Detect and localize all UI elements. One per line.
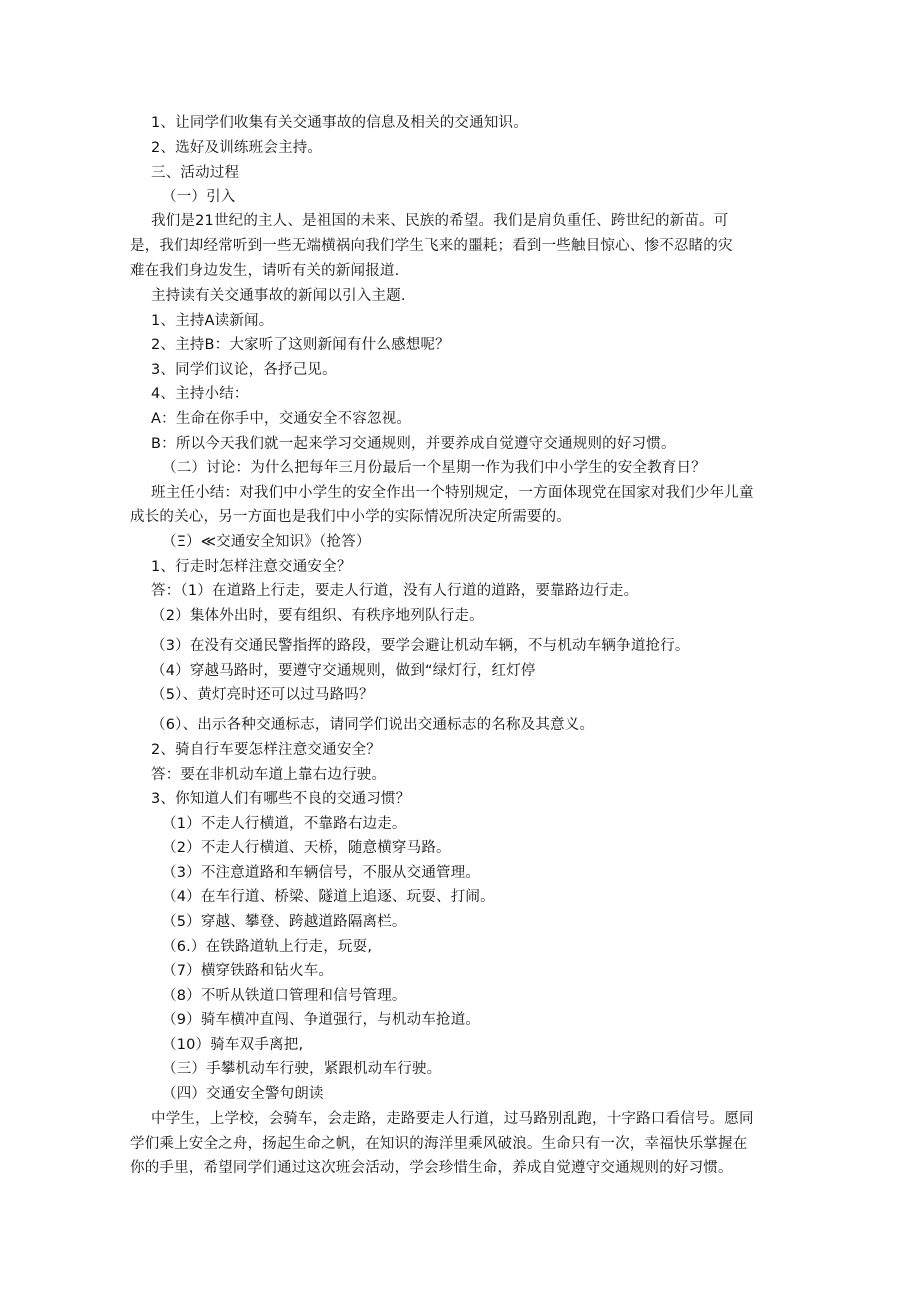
slogan-paragraph-line: 学们乘上安全之舟，扬起生命之帆，在知识的海洋里乘风破浪。生命只有一次，幸福快乐掌握在	[130, 1136, 748, 1152]
bad-habit-item: （5）穿越、攀登、跨越道路隔离栏。	[162, 914, 407, 930]
quiz-answer: 答：（1）在道路上行走，要走人行道，没有人行道的道路，要靠路边行走。	[151, 583, 639, 599]
list-item: 4、主持小结：	[151, 386, 249, 402]
host-read-news: 主持读有关交通事故的新闻以引入主题.	[151, 288, 406, 304]
slogan-paragraph-line: 中学生，上学校，会骑车，会走路，走路要走人行道，过马路别乱跑，十字路口看信号。愿同	[151, 1111, 754, 1127]
bad-habit-item: （2）不走人行横道、天桥，随意横穿马路。	[162, 840, 451, 856]
summary-a: A：生命在你手中，交通安全不容忽视。	[151, 411, 412, 427]
list-item: 3、同学们议论，各抒己见。	[151, 362, 337, 378]
list-item: 1、主持A读新闻。	[151, 313, 274, 329]
subsection-heading-quiz: （Ξ）≪交通安全知识》（抢答）	[162, 534, 371, 550]
quiz-answer: （4）穿越马路时，要遵守交通规则，做到“绿灯行，红灯停	[151, 663, 536, 679]
intro-paragraph-line: 难在我们身边发生，请听有关的新闻报道.	[130, 263, 400, 279]
bad-habit-item: （9）骑车横冲直闯、争道强行，与机动车抢道。	[162, 1012, 481, 1028]
section-heading-process: 三、活动过程	[151, 165, 240, 181]
list-item: 2、主持B：大家听了这则新闻有什么感想呢？	[151, 337, 450, 353]
teacher-summary-line: 班主任小结：对我们中小学生的安全作出一个特别规定，一方面体现党在国家对我们少年儿童	[151, 485, 754, 501]
prep-item-1: 1、让同学们收集有关交通事故的信息及相关的交通知识。	[151, 115, 528, 131]
intro-paragraph-line: 我们是21世纪的主人、是祖国的未来、民族的希望。我们是肩负重任、跨世纪的新苗。可	[151, 213, 729, 229]
bad-habit-item: （4）在车行道、桥梁、隧道上追逐、玩耍、打闹。	[162, 889, 495, 905]
bad-habit-item: （8）不听从铁道口管理和信号管理。	[162, 988, 407, 1004]
quiz-answer: （2）集体外出时，要有组织、有秩序地列队行走。	[151, 608, 484, 624]
quiz-question: 2、骑自行车要怎样注意交通安全？	[151, 742, 381, 758]
quiz-answer: 答：要在非机动车道上靠右边行驶。	[151, 767, 387, 783]
intro-paragraph-line: 是，我们却经常听到一些无端横祸向我们学生飞来的噩耗；看到一些触目惊心、惨不忍睹的灾	[130, 238, 733, 254]
bad-habit-item: （10）骑车双手离把,	[162, 1037, 304, 1053]
quiz-question: 3、你知道人们有哪些不良的交通习惯？	[151, 791, 411, 807]
summary-b: B：所以今天我们就一起来学习交通规则，并要养成自觉遵守交通规则的好习惯。	[151, 436, 676, 452]
bad-habit-item: （3）不注意道路和车辆信号，不服从交通管理。	[162, 865, 481, 881]
bad-habit-item: （三）手攀机动车行驶，紧跟机动车行驶。	[162, 1061, 442, 1077]
slogan-paragraph-line: 你的手里，希望同学们通过这次班会活动，学会珍惜生命，养成自觉遵守交通规则的好习惯。	[130, 1160, 733, 1176]
bad-habit-item: （1）不走人行横道，不靠路右边走。	[162, 816, 407, 832]
bad-habit-item: （6.）在铁路道轨上行走，玩耍,	[162, 939, 373, 955]
subsection-heading-slogans: （四）交通安全警句朗读	[162, 1086, 324, 1102]
teacher-summary-line: 成长的关心，另一方面也是我们中小学的实际情况所决定所需要的。	[130, 509, 571, 525]
quiz-question: 1、行走时怎样注意交通安全？	[151, 559, 352, 575]
subsection-heading-discussion: （二）讨论：为什么把每年三月份最后一个星期一作为我们中小学生的安全教育日？	[162, 460, 706, 476]
quiz-answer: （6）、出示各种交通标志，请同学们说出交通标志的名称及其意义。	[151, 717, 595, 733]
bad-habit-item: （7）横穿铁路和钻火车。	[162, 963, 334, 979]
quiz-answer: （5）、黄灯亮时还可以过马路吗？	[151, 687, 374, 703]
subsection-heading-intro: （一）引入	[162, 189, 236, 205]
quiz-answer: （3）在没有交通民警指挥的路段，要学会避让机动车辆，不与机动车辆争道抢行。	[151, 638, 690, 654]
prep-item-2: 2、选好及训练班会主持。	[151, 140, 323, 156]
